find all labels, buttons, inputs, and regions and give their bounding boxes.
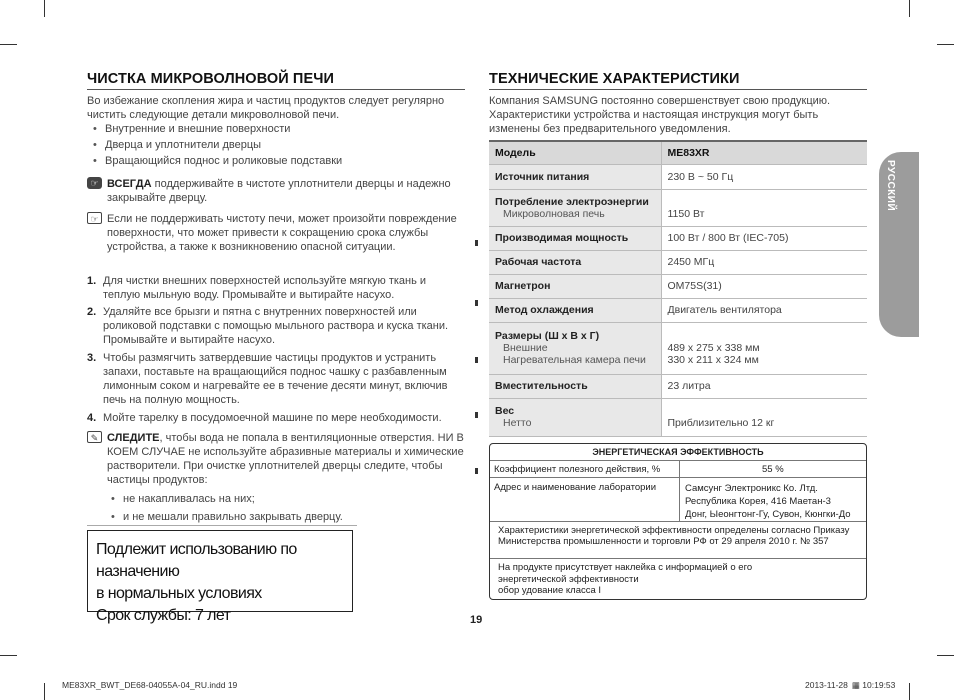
table-row [489,274,867,298]
title-rule [87,89,465,90]
list-item: • и не мешали правильно закрывать дверцу. [105,508,455,526]
spec-key: Метод охлаждения [489,298,661,322]
spec-key [489,322,661,374]
divider [87,525,357,526]
warning-note [90,212,465,254]
footer-file: ME83XR_BWT_DE68-04055A-04_RU.indd 19 [62,680,238,690]
crop-mark [0,655,17,656]
spec-key: Модель [489,141,661,164]
list-item: • Внутренние и внешние поверхности [87,121,457,137]
spec-sub-label: Нетто [503,417,532,429]
pencil-icon: ✎ [87,431,102,443]
spec-value: 100 Вт / 800 Вт (IEC-705) [661,226,867,250]
step-2 [87,305,465,347]
cell-divider [679,478,680,521]
crop-mark [937,44,954,45]
table-row [489,398,867,436]
step-number: 1. [87,275,97,287]
caution-text: , чтобы вода не попала в вентиляционные отверстия. НИ В КОЕМ СЛУЧАЕ не используйте абразивные материалы и химические растворители. При очистке уплотнителей дверцы следите, чтобы частицы продуктов: [107,432,464,486]
footer-timestamp: 2013-11-28 ▦ 10:19:53 [805,680,896,690]
spec-value: ME83XR [661,141,867,164]
spec-value-line: 489 x 275 x 338 мм [667,342,760,354]
energy-efficiency-table [489,443,867,600]
sticker-line: На продукте присутствует наклейка с информацией о его [498,562,753,573]
registration-mark [475,412,478,418]
cleaning-title: ЧИСТКА МИКРОВОЛНОВОЙ ПЕЧИ [87,71,335,87]
always-text: поддерживайте в чистоте уплотнители дверцы и надежно закрывайте дверцу. [107,178,451,204]
step-number: 4. [87,412,97,424]
language-label: РУССКИЙ [885,160,896,212]
crop-mark [937,655,954,656]
list-item: • не накапливалась на них; [105,490,455,508]
page-number: 19 [470,614,483,626]
step-number: 3. [87,352,97,364]
sticker-info [498,562,860,597]
spec-key [489,398,661,436]
lab-line: Республика Корея, 416 Маетан-3 [685,496,831,507]
language-tab [879,152,919,337]
sticker-line: обор удование класса I [498,585,602,596]
spec-value: Приблизительно 12 кг [661,398,867,436]
spec-key-label: Размеры (Ш x В x Г) [495,330,600,342]
lab-line: Самсунг Электроникс Ко. Лтд. [685,483,818,494]
service-line: Подлежит использованию по назначению [96,541,297,580]
spec-key: Производимая мощность [489,226,661,250]
crop-mark [909,683,910,700]
specs-intro: Компания SAMSUNG постоянно совершенствует свою продукцию. Характеристики устройства и настоящая инструкция могут быть изменены без предварительного уведомления. [489,95,831,135]
spec-key: Рабочая частота [489,250,661,274]
step-text: Удаляйте все брызги и пятна с внутренних поверхностей или роликовой подставки с помощью мыльного раствора и куска ткани. Промывайте и вытирайте насухо. [103,306,449,346]
spec-value: OM75S(31) [661,274,867,298]
spec-value: 2450 МГц [661,250,867,274]
step-number: 2. [87,306,97,318]
spec-sub-label: Микроволновая печь [503,207,605,220]
spec-key-label: Вес [495,405,515,417]
specs-table [489,140,867,437]
step-text: Мойте тарелку в посудомоечной машине по мере необходимости. [103,412,442,424]
list-item: • Вращающийся поднос и роликовые подставки [87,153,457,169]
spec-key-label: Потребление электроэнергии [495,195,649,208]
spec-value: Двигатель вентилятора [661,298,867,322]
lab-address [685,482,851,521]
table-row [490,559,866,599]
table-row [490,522,866,559]
table-row [489,250,867,274]
step-1 [87,274,465,302]
step-4 [87,411,465,425]
crop-mark [0,44,17,45]
spec-value [661,322,867,374]
cleaning-parts-list [87,121,457,169]
pointing-hand-icon: ☞ [87,177,102,189]
spec-sub-label: Нагревательная камера печи [503,354,646,366]
table-row [489,298,867,322]
title-rule [489,89,867,90]
specs-title: ТЕХНИЧЕСКИЕ ХАРАКТЕРИСТИКИ [489,71,740,87]
lab-label: Адрес и наименование лаборатории [494,482,656,493]
table-row [489,322,867,374]
service-line: Срок службы: 7 лет [96,607,231,624]
pointing-hand-icon: ☞ [87,212,102,224]
caution-strong: СЛЕДИТЕ [107,432,160,444]
step-text: Для чистки внешних поверхностей используйте мягкую ткань и теплую мыльную воду. Промывайте и вытирайте насухо. [103,275,427,301]
table-row [489,141,867,164]
registration-mark [475,240,478,246]
spec-value: 230 В ~ 50 Гц [661,164,867,189]
crop-mark [44,683,45,700]
table-row [489,164,867,189]
caution-note [90,431,465,487]
list-item: • Дверца и уплотнители дверцы [87,137,457,153]
cell-divider [679,461,680,477]
decree-text: Характеристики энергетической эффективности определены согласно Приказу Министерства промышленности и торговли РФ от 29 апреля 2010 г. № 357 [498,525,850,547]
registration-mark [475,357,478,363]
spec-key [489,189,661,226]
always-strong: ВСЕГДА [107,178,152,190]
spec-value-line: 330 x 211 x 324 мм [667,354,759,366]
registration-mark [475,300,478,306]
crop-mark [44,0,45,17]
service-life-box [87,530,353,624]
caution-list [105,490,455,526]
service-line: в нормальных условиях [96,585,262,602]
spec-key: Источник питания [489,164,661,189]
registration-mark [475,468,478,474]
table-row [490,461,866,478]
step-text: Чтобы размягчить затвердевшие частицы продуктов и устранить запахи, поставьте на вращающийся поднос чашку с разбавленным лимонным соком и нагревайте ее в течение десяти минут, включив печь на полную мощность. [103,352,448,406]
warning-text: Если не поддерживать чистоту печи, может произойти повреждение поверхности, что может привести к сокращению срока службы устройства, а также к возникновению опасной ситуации. [107,213,457,253]
spec-key: Магнетрон [489,274,661,298]
spec-key: Вместительность [489,374,661,398]
energy-header: ЭНЕРГЕТИЧЕСКАЯ ЭФФЕКТИВНОСТЬ [490,444,866,461]
spec-value: 23 литра [661,374,867,398]
efficiency-value: 55 % [762,464,784,475]
step-3 [87,351,465,407]
table-row [490,478,866,522]
table-row [489,189,867,226]
lab-line: Донг, Ыеонгтонг-Гу, Сувон, Кюнгки-До [685,509,851,520]
spec-sub-label: Внешние [503,342,548,354]
crop-mark [909,0,910,17]
sticker-line: энергетической эффективности [498,573,639,585]
always-note [90,177,465,205]
spec-value: 1150 Вт [661,189,867,226]
table-row [489,374,867,398]
efficiency-label: Коэффициент полезного действия, % [494,464,661,475]
table-row [489,226,867,250]
cleaning-intro: Во избежание скопления жира и частиц продуктов следует регулярно чистить следующие детали микроволновой печи. [87,95,445,121]
